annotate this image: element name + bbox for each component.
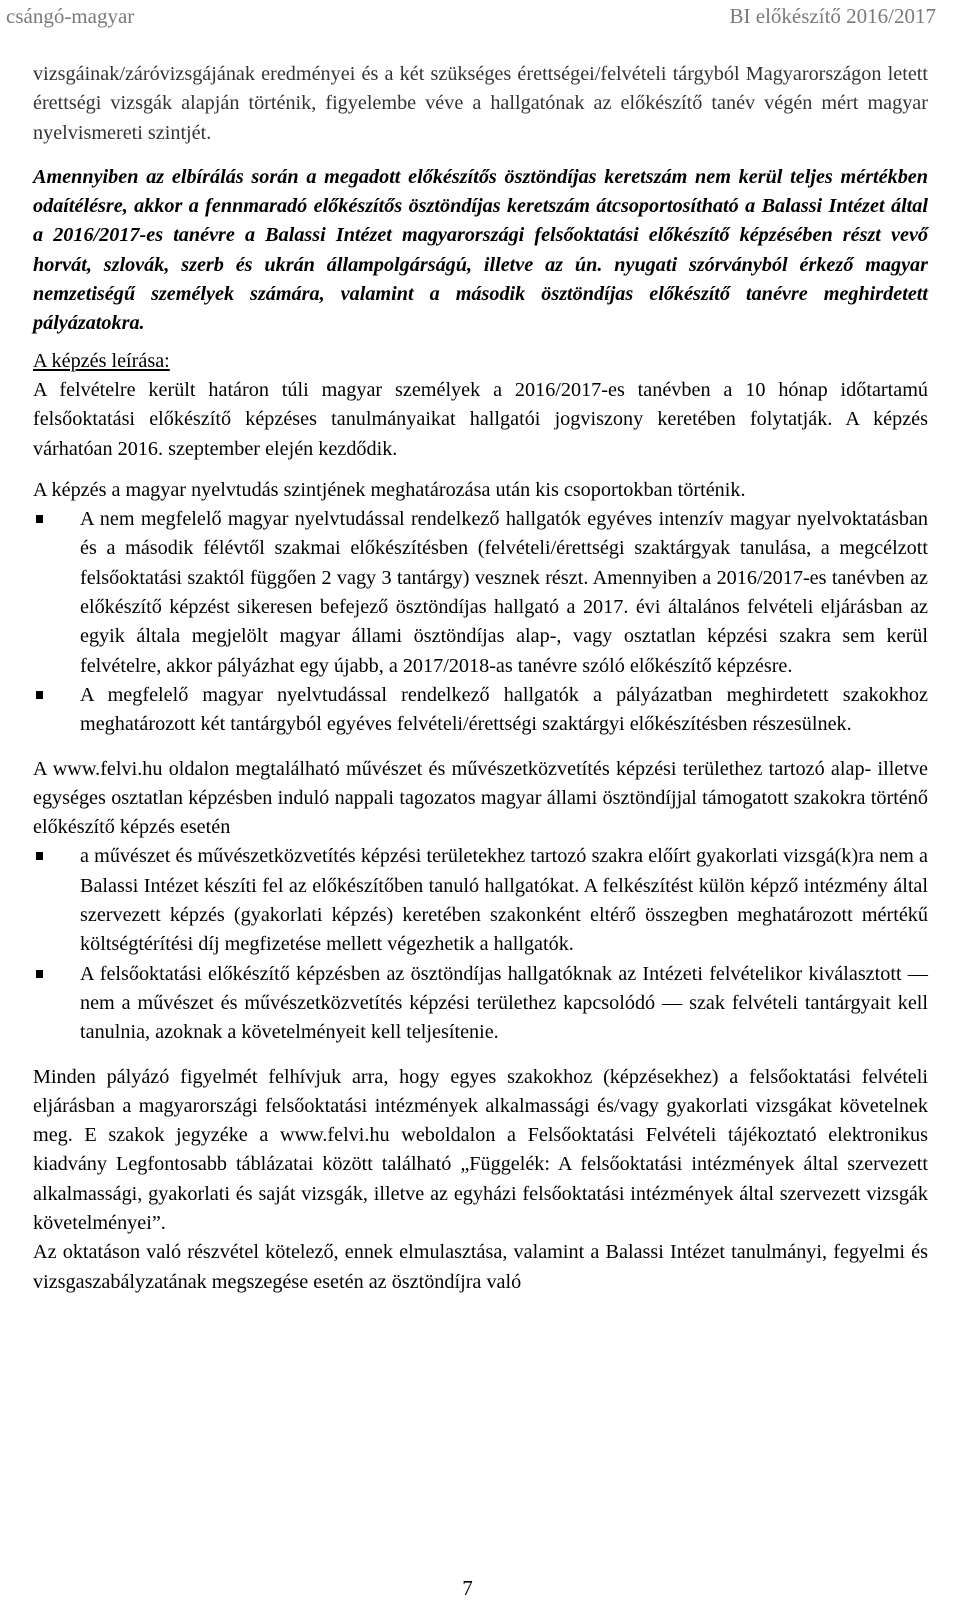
groups-paragraph: A képzés a magyar nyelvtudás szintjének meghatározása után kis csoportokban történik.	[33, 478, 746, 501]
list-item	[33, 842, 928, 959]
attention-paragraph: Minden pályázó figyelmét felhívjuk arra, hogy egyes szakokhoz (képzésekhez) a felsőoktatási felvételi eljárásban a magyarországi felsőoktatási intézmények alkalmassági és/vagy gyakorlati vizsgákat követelnek meg. E szakok jegyzéke a www.felvi.hu weboldalon a Felsőoktatási Felvételi tájékoztató elektronikus kiadvány Legfontosabb táblázatai között található „Függelék: A felsőoktatási intézmények által szervezett alkalmassági, gyakorlati és saját vizsgák, illetve az egyházi felsőoktatási intézmények által szervezett vizsgák követelményei”.	[33, 1065, 928, 1234]
obligation-paragraph: Az oktatáson való részvétel kötelező, ennek elmulasztása, valamint a Balassi Intézet tanulmányi, fegyelmi és vizsgaszabályzatának megszegése esetén az ösztöndíjra való	[33, 1241, 928, 1293]
list-item-text: A megfelelő magyar nyelvtudással rendelkező hallgatók a pályázatban meghirdetett szakokhoz meghatározott két tantárgyból egyéves felvételi/érettségi szaktárgyi előkészítésben részesülnek.	[80, 683, 928, 736]
header-right-title: BI előkészítő 2016/2017	[729, 4, 936, 28]
list-item	[33, 681, 928, 740]
intro-paragraph: vizsgáinak/záróvizsgájának eredményei és a két szükséges érettségei/felvételi tárgyból Magyarországon letett érettségi vizsgák alapján történik, figyelembe véve a hallgatónak az előkészítő tanév végén mért magyar nyelvismereti szintjét.	[33, 63, 928, 144]
square-bullet-icon	[36, 852, 43, 860]
square-bullet-icon	[36, 691, 43, 699]
page-number: 7	[462, 1576, 473, 1600]
list-item	[33, 505, 928, 681]
list-item-text: a művészet és művészetközvetítés képzési területekhez tartozó szakra előírt gyakorlati vizsgá(k)ra nem a Balassi Intézet készíti fel az előkészítőben tanuló hallgatókat. A felkészítést külön képző intézmény által szervezett képzés (gyakorlati képzés) keretében szakonként eltérő összegben meghatározott mértékű költségtérítési díj megfizetése mellett végezhetik a hallgatók.	[80, 845, 928, 956]
felvi-bullet-list	[33, 842, 928, 1047]
header-left-title: csángó-magyar	[6, 4, 135, 28]
document-body	[33, 60, 928, 1297]
scholarship-note-paragraph: Amennyiben az elbírálás során a megadott előkészítős ösztöndíjas keretszám nem kerül teljes mértékben odaítélésre, akkor a fennmaradó előkészítős ösztöndíjas keretszám átcsoportosítható a Balassi Intézet által a 2016/2017-es tanévre a Balassi Intézet magyarországi felsőoktatási előkészítő képzésében részt vevő horvát, szlovák, szerb és ukrán állampolgárságú, illetve az ún. nyugati szórványból érkező magyar nemzetiségű személyek számára, valamint a második ösztöndíjas előkészítő tanévre meghirdetett pályázatokra.	[33, 165, 928, 335]
section-heading: A képzés leírása:	[33, 349, 170, 372]
groups-bullet-list	[33, 505, 928, 739]
list-item-text: A nem megfelelő magyar nyelvtudással rendelkező hallgatók egyéves intenzív magyar nyelvoktatásban és a második félévtől szakmai előkészítésben (felvételi/érettségi szaktárgyak tanulása, a megcélzott felsőoktatási szaktól függően 2 vagy 3 tantárgy) vesznek részt. Amennyiben a 2016/2017-es tanévben az előkészítő képzést sikeresen befejező ösztöndíjas hallgató a 2017. évi általános felvételi eljárásban az egyik általa megjelölt magyar állami ösztöndíjas alap-, vagy osztatlan képzési szakra sem kerül felvételre, akkor pályázhat egy újabb, a 2017/2018-as tanévre szóló előkészítő képzésre.	[80, 508, 928, 677]
description-paragraph: A felvételre került határon túli magyar személyek a 2016/2017-es tanévben a 10 hónap időtartamú felsőoktatási előkészítő képzéses tanulmányaikat hallgatói jogviszony keretében folytatják. A képzés várhatóan 2016. szeptember elején kezdődik.	[33, 378, 928, 460]
square-bullet-icon	[36, 515, 43, 523]
square-bullet-icon	[36, 970, 43, 978]
felvi-paragraph: A www.felvi.hu oldalon megtalálható művészet és művészetközvetítés képzési területhez tartozó alap- illetve egységes osztatlan képzésben induló nappali tagozatos magyar állami ösztöndíjjal támogatott szakokra történő előkészítő képzés esetén	[33, 757, 928, 839]
page-header	[6, 4, 936, 34]
list-item	[33, 960, 928, 1048]
list-item-text: A felsőoktatási előkészítő képzésben az ösztöndíjas hallgatóknak az Intézeti felvételikor kiválasztott — nem a művészet és művészetközvetítés képzési területhez kapcsolódó — szak felvételi tantárgyait kell tanulnia, azoknak a követelményeit kell teljesítenie.	[80, 962, 928, 1044]
